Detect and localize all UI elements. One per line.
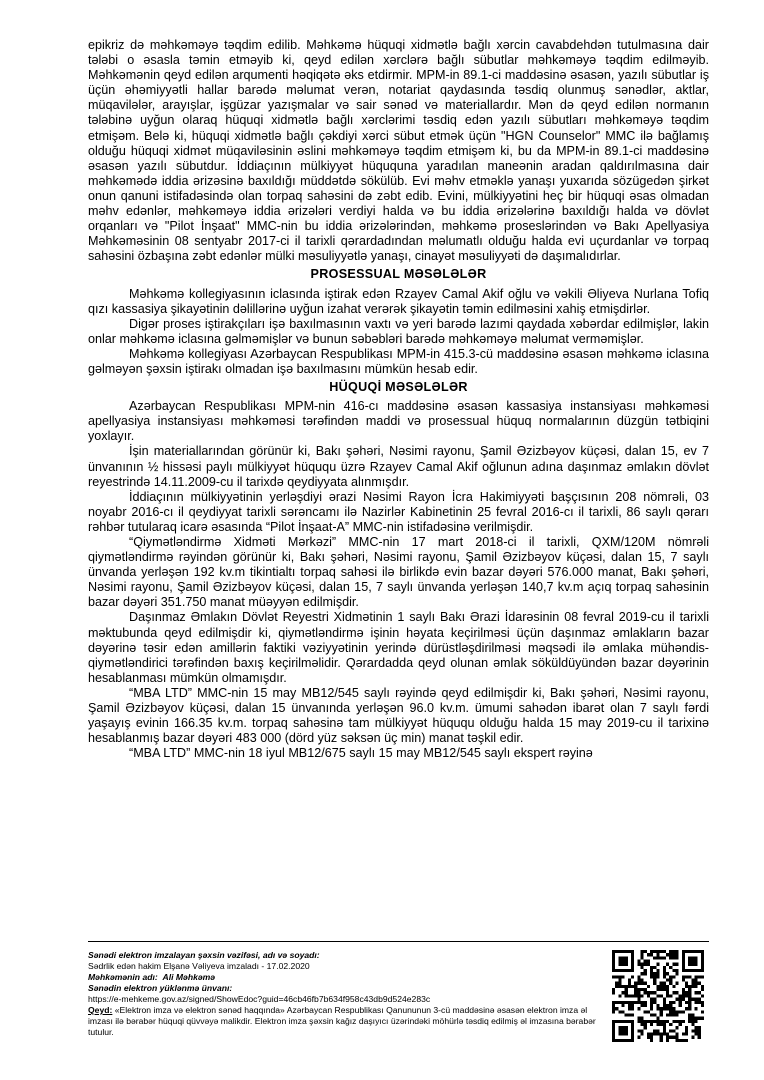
- address-label: Sənədin elektron yüklənmə ünvanı:: [88, 983, 233, 993]
- paragraph-legal-1: Azərbaycan Respublikası MPM-nin 416-cı maddəsinə əsasən kassasiya instansiyası məhkəməsi apellyasiya instansiyası məhkəməsi tərəfindən maddi və prosessual hüquq normalarının düzgün tətbiqini yoxlayır.: [88, 399, 709, 444]
- paragraph-procedural-1: Məhkəmə kollegiyasının iclasında iştirak edən Rzayev Camal Akif oğlu və vəkili Əliyeva Nurlana Tofiq qızı kassasiya şikayətinin dəlillərinə uyğun izahat verərək şikayətin təmin edilməsini xahiş etmişdirlər.: [88, 286, 709, 316]
- paragraph-procedural-3: Məhkəmə kollegiyası Azərbaycan Respublikası MPM-in 415.3-cü maddəsinə əsasən məhkəmə iclasına gəlməyən şəxsin iştirakı olmadan işə baxılmasını mümkün hesab edir.: [88, 346, 709, 376]
- note-line: [88, 1005, 603, 1038]
- heading-procedural-issues: PROSESSUAL MƏSƏLƏLƏR: [310, 267, 487, 282]
- note-label: Qeyd:: [88, 1005, 113, 1015]
- paragraph-legal-7: “MBA LTD” MMC-nin 18 iyul MB12/675 saylı 15 may MB12/545 saylı ekspert rəyinə: [129, 746, 593, 761]
- paragraph-legal-5: Daşınmaz Əmlakın Dövlət Reyestri Xidmətinin 1 saylı Bakı Ərazi İdarəsinin 08 fevral 2019-cu il tarixli məktubunda qeyd edilmişdir ki, qiymətləndirmə işinin həyata keçirilməsi üçün daşınmaz əmlakların bazar dəyərinə təsir edən amillərin faktiki vəziyyətinin yerində dürüstləşdirilməsi məqsədi ilə əmlaka mühəndis-qiymətləndirici tərəfindən baxış keçirilməlidir. Qərardadda qeyd olunan əmlak söküldüyündən bazar dəyərinin hesablanması mümkün olmamışdır.: [88, 610, 709, 685]
- paragraph-legal-4: “Qiymətləndirmə Xidməti Mərkəzi” MMC-nin 17 mart 2018-ci il tarixli, QXM/120M nömrəli qiymətləndirmə rəyindən görünür ki, Bakı şəhəri, Nəsimi rayonu, Şamil Əzizbəyov küçəsi, dalan 15, 7 saylı ünvanda yerləşən 192 kv.m tikintialtı torpaq sahəsi ilə birlikdə evin bazar dəyəri 576.000 manat, Bakı şəhəri, Nəsimi rayonu, Şamil Əzizbəyov küçəsi, dalan 15, 7 saylı ünvanda yerləşən 140,7 kv.m açıq torpaq sahəsinin bazar dəyəri 351.750 manat müəyyən edilmişdir.: [88, 535, 709, 610]
- signer-label: Sənədi elektron imzalayan şəxsin vəzifəsi, adı və soyadı:: [88, 950, 320, 960]
- qr-code-icon: [612, 950, 704, 1042]
- paragraph-legal-6: “MBA LTD” MMC-nin 15 may MB12/545 saylı rəyində qeyd edilmişdir ki, Bakı şəhəri, Nəsimi rayonu, Şamil Əzizbəyov küçəsi, dalan 15 ünvanında yerləşən 96.0 kv.m. ümumi sahədən ibarət olan 7 saylı fərdi yaşayış evinin 166.35 kv.m. torpaq sahəsinə tam mülkiyyət hüququ olduğu halda 15 may 2019-cu il tarixinə hesablanmış bazar dəyəri 483 000 (dörd yüz səksən üç min) manat təşkil edir.: [88, 685, 709, 746]
- document-body: [88, 38, 709, 761]
- paragraph-legal-2: İşin materiallarından görünür ki, Bakı şəhəri, Nəsimi rayonu, Şamil Əzizbəyov küçəsi, dalan 15, ev 7 ünvanının ½ hissəsi paylı mülkiyyət hüququ üzrə Rzayev Camal Akif oğlunun adına daşınmaz əmlakın dövlət reyestrində 14.11.2009-cu il tarixdə qeydiyyata alınmışdır.: [88, 444, 709, 489]
- e-signature-footer: [88, 950, 603, 1038]
- heading-legal-issues: HÜQUQİ MƏSƏLƏLƏR: [329, 380, 468, 395]
- paragraph-legal-3: İddiaçının mülkiyyətinin yerləşdiyi ərazi Nəsimi Rayon İcra Hakimiyyəti başçısının 208 nömrəli, 03 noyabr 2016-cı il qeydiyyat tarixli sərəncamı ilə Nazirlər Kabinetinin 25 fevral 2016-cı il tarixli, 86 saylı qərarı rəhbər tutularaq icarə əsasında “Pilot İnşaat-A” MMC-nin istifadəsinə verilmişdir.: [88, 489, 709, 534]
- paragraph-procedural-2: Digər proses iştirakçıları işə baxılmasının vaxtı və yeri barədə lazımi qaydada xəbərdar edilmişlər, lakin onlar məhkəmə iclasına gəlməmişlər və bunun səbəbləri barədə məhkəməyə məlumat verməmişlər.: [88, 316, 709, 346]
- paragraph-intro: epikriz də məhkəməyə təqdim edilib. Məhkəmə hüquqi xidmətlə bağlı xərcin cavabdehdən tutulmasına dair tələbi o əsasla təmin etməyib ki, qeyd edilən xərclərə bağlı sübutlar məhkəməyə təqdim edilməyib. Məhkəmənin qeyd edilən arqumenti həqiqətə əks etdirmir. MPM-in 89.1-ci maddəsinə əsasən, yazılı sübutlar iş üçün əhəmiyyətli hallar barədə məlumat verən, notariat qaydasında təsdiq olunmuş sənədlər, aktlar, müqavilələr, arayışlar, işgüzar yazışmalar və sair sənəd və materiallardır. Mən də qeyd edilən normanın tələbinə uyğun olaraq hüquqi xidmətlə bağlı xərclərimi təsdiq edən yazılı sübutları məhkəməyə təqdim etmişəm. Belə ki, hüquqi xidmətlə bağlı çəkdiyi xərci sübut etmək üçün "HGN Counselor" MMC ilə bağlamış olduğu hüquqi xidmət müqaviləsinin əslini məhkəməyə təqdim etmişəm ki, bu da MPM-in 89.1-ci maddəsinə əsasən yazılı sübutdur. İddiaçının mülkiyyət hüququna yaradılan maneənin aradan qaldırılmasına dair məhkəmədə iddia ərizəsinə baxıldığı müddətdə sökülüb. Evi məhv etməklə yanaşı yuxarıda sözügedən şirkət onun qanuni istifadəsində olan torpaq sahəsini də zəbt edib. Evini, mülkiyyətini heç bir hüquqi əsas olmadan məhv edənlər, məhkəməyə iddia ərizələri verdiyi halda və bu iddia ərizələrinə baxıldığı halda və dövlət orqanları və "Pilot İnşaat" MMC-nin bu iddia ərizələrindən, məhkəmə proseslərindən və Bakı Apellyasiya Məhkəməsinin 08 sentyabr 2017-ci il tarixli qərardadından məlumatlı olduğu halda evi uçurdanlar və torpaq sahəsini özbaşına zəbt edənlər mülki məsuliyyətlə yanaşı, cinayət məsuliyyəti də daşımalıdırlar.: [88, 38, 709, 264]
- signer-value: Sədrlik edən hakim Elşanə Vəliyeva imzaladı - 17.02.2020: [88, 961, 310, 971]
- court-label: Məhkəmənin adı:: [88, 972, 158, 982]
- footer-divider: [88, 941, 709, 942]
- court-line: [88, 972, 603, 983]
- court-value: Ali Məhkəmə: [162, 972, 216, 982]
- note-value: «Elektron imza və elektron sənəd haqqında» Azərbaycan Respublikası Qanununun 3-cü maddəsinə əsasən elektron imza əl imzası ilə bərabər hüquqi qüvvəyə malikdir. Elektron imza şəxsin kağız daşıyıcı üzərindəki möhürlə təsdiq edilmiş əl imzasına bərabər tutulur.: [88, 1005, 596, 1037]
- address-link[interactable]: https://e-mehkeme.gov.az/signed/ShowEdoc?guid=46cb46fb7b634f958c43db9d524e283c: [88, 994, 431, 1004]
